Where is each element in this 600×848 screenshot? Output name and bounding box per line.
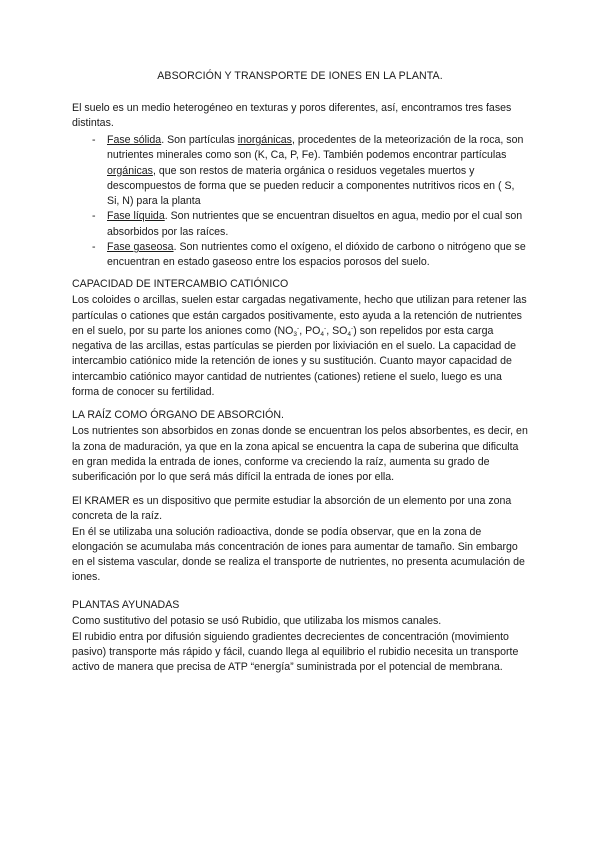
list-item-fase-solida (92, 133, 528, 209)
page-title: ABSORCIÓN Y TRANSPORTE DE IONES EN LA PLANTA. (157, 70, 443, 82)
no3-charge: - (297, 324, 300, 332)
fase-solida-text-1: . Son partículas (161, 134, 238, 146)
raiz-paragraph: Los nutrientes son absorbidos en zonas donde se encuentran los pelos absorbentes, es decir, en la zona de maduración, ya que en la zona apical se encuentra la capa de suberina que dificulta en gran medida la entrada de iones, conforme va creciendo la raíz, aumenta su grado de suberificación por lo que será más difícil la entrada de iones por ella. (72, 425, 528, 484)
cic-paragraph (72, 293, 528, 400)
fase-liquida-term: Fase líquida (107, 210, 165, 223)
fase-liquida-text: . Son nutrientes que se encuentran disueltos en agua, medio por el cual son absorbidos por las raíces. (107, 210, 523, 238)
list-item-fase-gaseosa (92, 240, 528, 271)
fase-solida-text-3: , que son restos de materia orgánica o residuos vegetales muertos y descompuestos de forma que se pueden reducir a componentes nutritivos ricos en ( S, Si, N) para la planta (107, 164, 515, 208)
po4-subscript: 4 (320, 330, 325, 338)
intro-text: El suelo es un medio heterogéneo en texturas y poros diferentes, así, encontramos tres fases distintas. (72, 102, 512, 130)
raiz-heading: LA RAÍZ COMO ÓRGANO DE ABSORCIÓN. (72, 409, 284, 421)
list-item-fase-liquida (92, 209, 528, 240)
so4-subscript: 4 (347, 330, 352, 338)
fase-solida-text-2: , procedentes de la meteorización de la roca, son nutrientes minerales como son (K, Ca, P, Fe). También podemos encontrar partículas (107, 134, 524, 162)
fase-solida-term: Fase sólida (107, 134, 162, 146)
cic-section (72, 277, 528, 400)
plantas-section (72, 598, 528, 675)
organicas-term: orgánicas (107, 164, 153, 177)
kramer-section (72, 494, 528, 586)
so4-charge: - (351, 324, 354, 332)
fase-gaseosa-text: . Son nutrientes como el oxígeno, el dióxido de carbono o nitrógeno que se encuentran en estado gaseoso entre los espacios porosos del suelo. (107, 241, 526, 269)
cic-sep-1: , PO (299, 324, 321, 337)
kramer-paragraph-2: En él se utilizaba una solución radioactiva, donde se podía observar, que en la zona de elongación se acumulaba más concentración de iones para aumentar de tamaño. Sin embargo en el sistema vascular, donde se realiza el transporte de nutrientes, no presenta acumulación de iones. (72, 525, 525, 584)
plantas-paragraph-2: El rubidio entra por difusión siguiendo gradientes decrecientes de concentración (movimiento pasivo) transporte más rápido y fácil, cuando llega al equilibrio el rubidio necesita un transporte activo de manera que precisa de ATP “energía” suministrada por el potencial de membrana. (72, 630, 519, 674)
cic-heading: CAPACIDAD DE INTERCAMBIO CATIÓNICO (72, 278, 289, 290)
plantas-paragraph-1: Como sustitutivo del potasio se usó Rubidio, que utilizaba los mismos canales. (72, 615, 442, 628)
cic-text-1: Los coloides o arcillas, suelen estar cargadas negativamente, hecho que utilizan para retener las partículas o cationes que están cargados positivamente, esto ayuda a la retención de nutrientes en el suelo, por su parte los aniones como (NO (72, 294, 527, 337)
fases-list (92, 133, 528, 271)
intro-paragraph (72, 101, 528, 132)
cic-sep-2: , SO (326, 324, 348, 337)
po4-charge: - (324, 324, 327, 332)
plantas-heading: PLANTAS AYUNADAS (72, 599, 180, 611)
no3-subscript: 3 (293, 330, 298, 338)
fase-gaseosa-term: Fase gaseosa (107, 241, 174, 254)
cic-text-2: ) son repelidos por esta carga negativa de las arcillas, estas partículas se pierden por lixiviación en el suelo. La capacidad de intercambio catiónico mide la retención de iones y su sustitución. Cuanto mayor capacidad de intercambio catiónico mayor cantidad de nutrientes (cationes) retiene el suelo, luego es una forma de conocer su fertilidad. (72, 324, 517, 399)
raiz-section (72, 408, 528, 485)
inorganicas-term: inorgánicas (237, 134, 292, 146)
kramer-paragraph-1: El KRAMER es un dispositivo que permite estudiar la absorción de un elemento por una zona concreta de la raíz. (72, 495, 512, 523)
